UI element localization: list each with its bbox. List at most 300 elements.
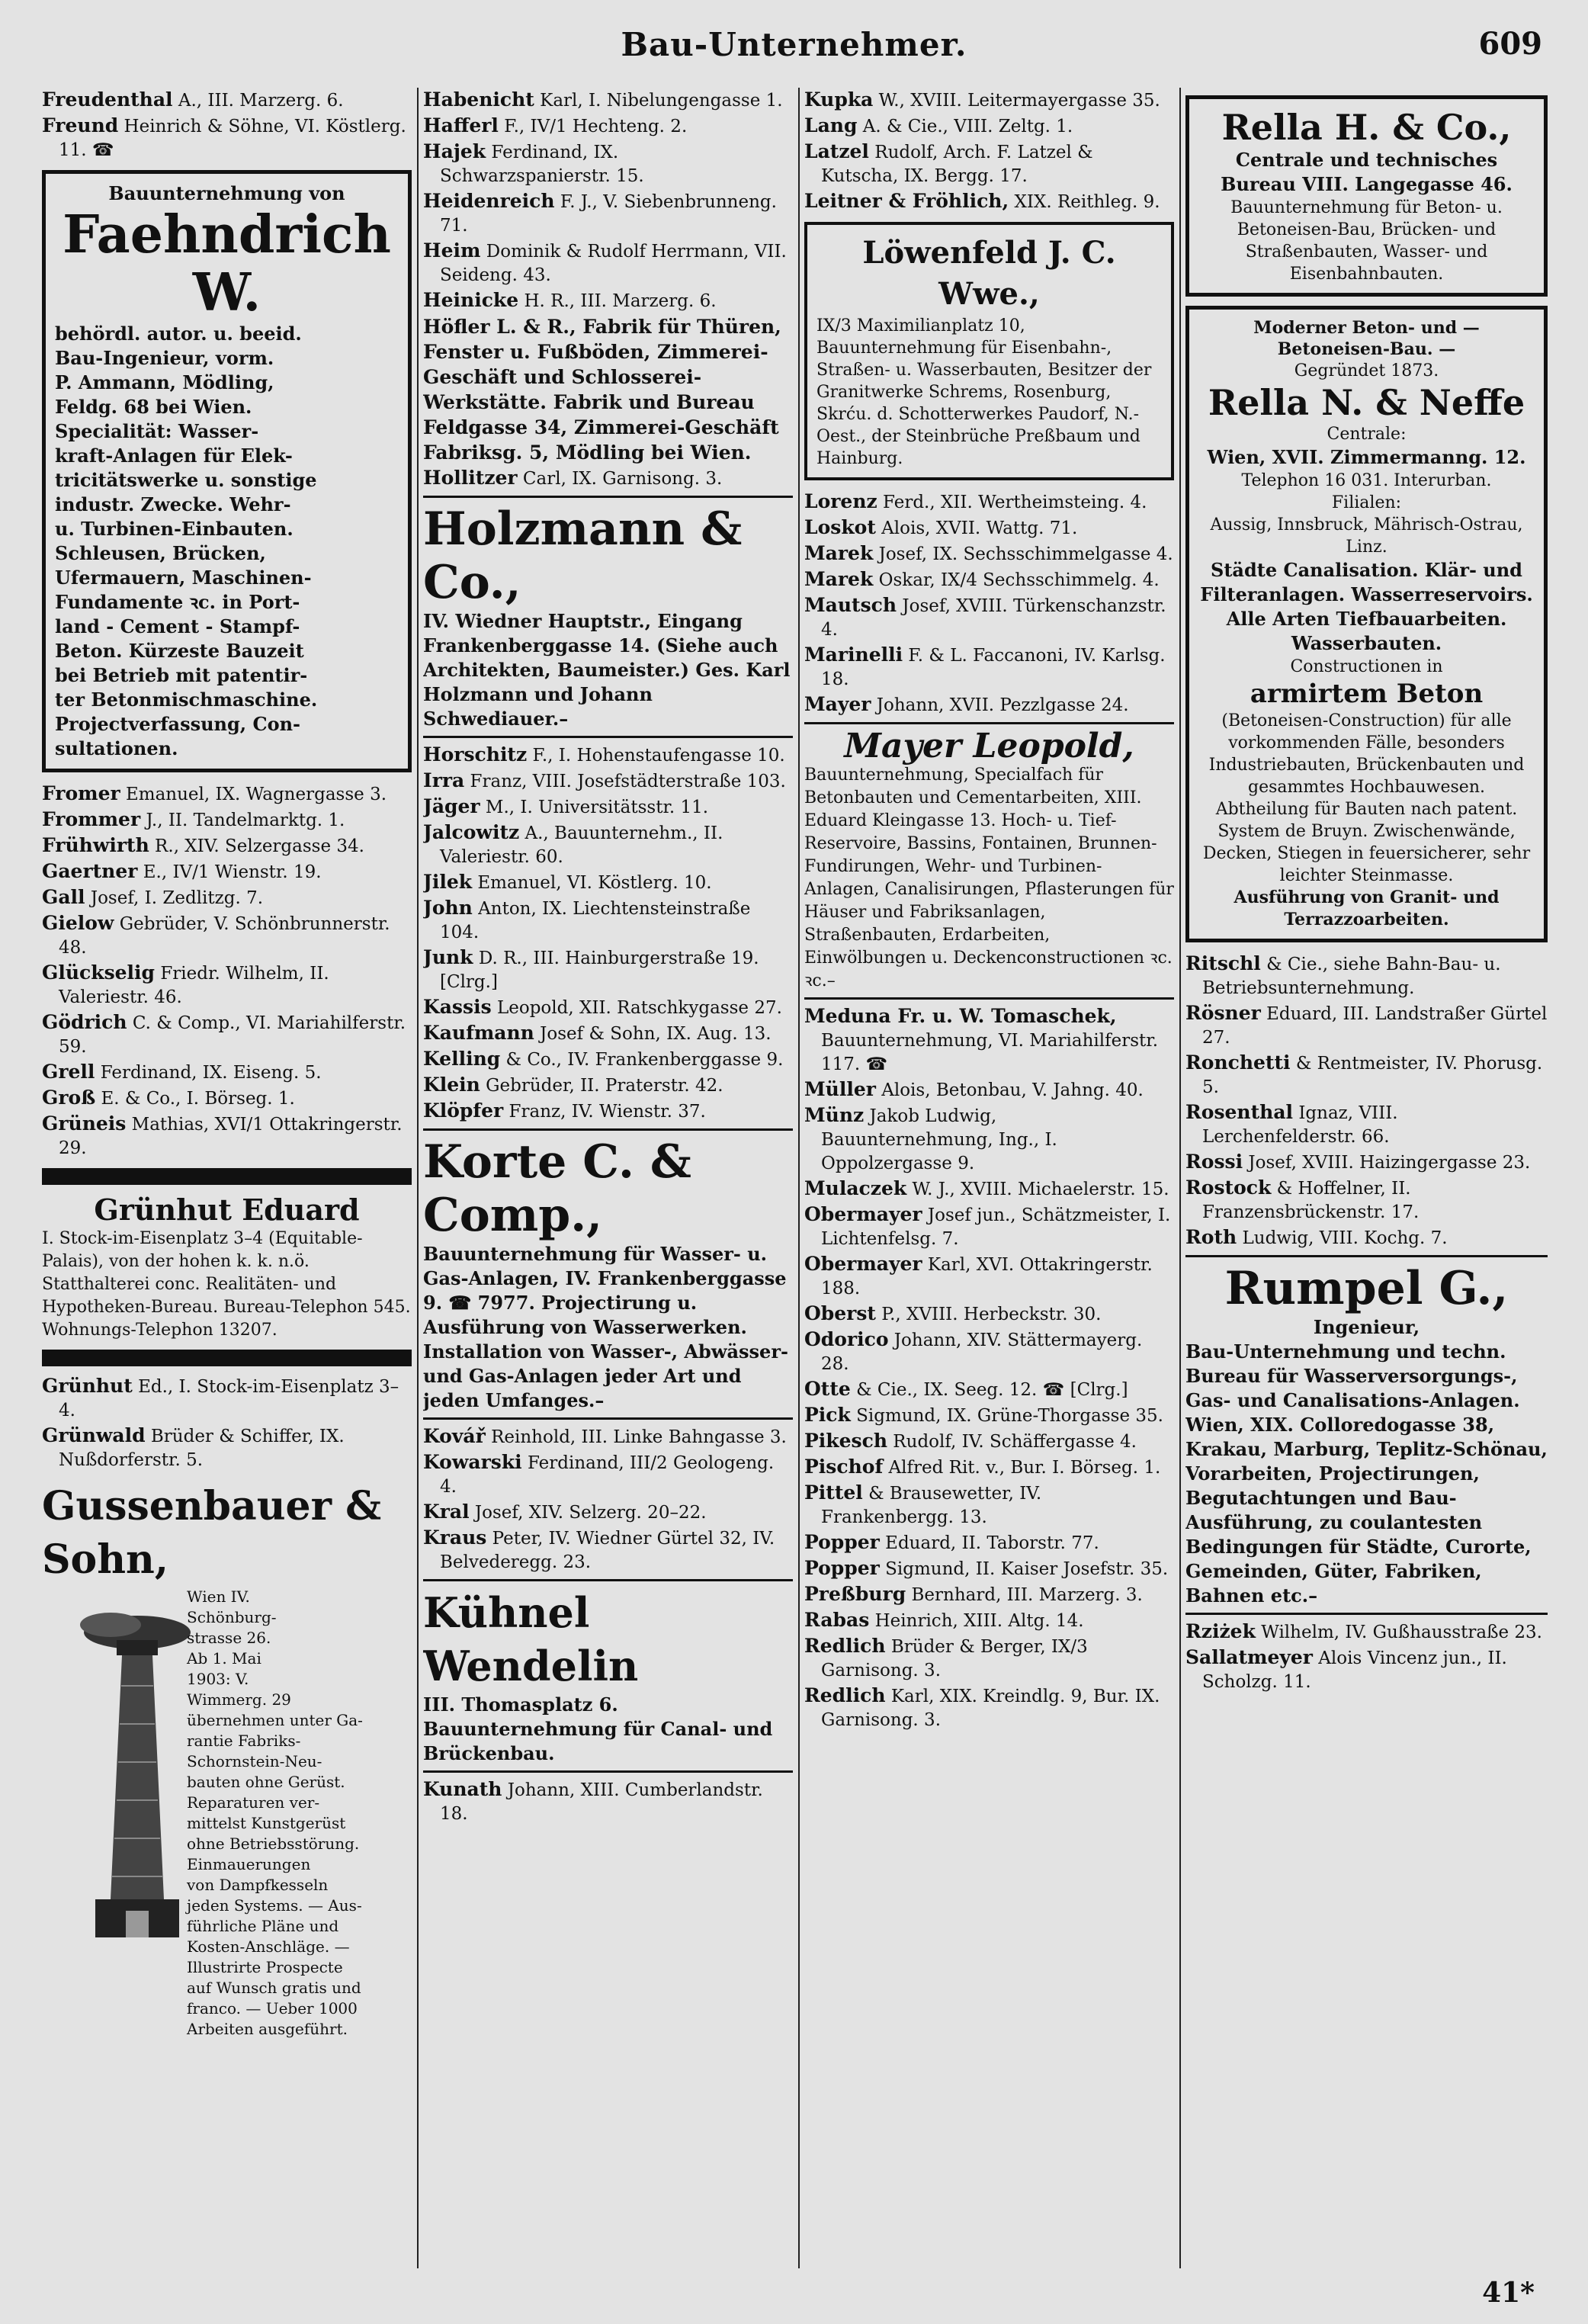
entry-name: Gielow: [42, 912, 114, 934]
list-item: [804, 1634, 1174, 1683]
list-item: [42, 1424, 412, 1472]
ad-faehndrich: [42, 170, 412, 772]
ad-gruenhut: [42, 1192, 412, 1342]
entry-detail: Leopold, XII. Ratschkygasse 27.: [491, 998, 782, 1018]
ad-korte: [423, 1135, 793, 1413]
entry-detail: F., IV/1 Hechteng. 2.: [498, 117, 688, 136]
ad-line: auf Wunsch gratis und: [187, 1979, 361, 1997]
entry-name: Freudenthal: [42, 88, 173, 111]
entry-detail: Reinhold, III. Linke Bahngasse 3.: [485, 1427, 787, 1447]
entry-name: Frühwirth: [42, 834, 149, 856]
list-item: [804, 567, 1174, 592]
list-item: [423, 820, 793, 869]
rule-bar: [42, 1350, 412, 1366]
entry-list: [42, 782, 412, 1160]
ad-line: jeden Systems. — Aus-: [187, 1896, 362, 1915]
ad-name: Rella N. & Neffe: [1208, 382, 1525, 423]
ad-line: Schornstein-Neu-: [187, 1752, 322, 1770]
entry-detail: Emanuel, IX. Wagnergasse 3.: [120, 785, 387, 804]
list-item: [804, 593, 1174, 642]
entry-name: Rösner: [1185, 1002, 1261, 1024]
entry-detail: A., III. Marzerg. 6.: [172, 91, 344, 111]
entry-detail: Peter, IV. Wiedner Gürtel 32, IV. Belvederegg. 23.: [440, 1529, 775, 1572]
list-item: [42, 1010, 412, 1059]
entry-hoefler: Höfler L. & R., Fabrik für Thüren, Fenster u. Fußböden, Zimmerei-Geschäft und Schlosserei-Werkstätte. Fabrik und Bureau Feldgasse 34, Zimmerei-Geschäft Fabriksg. 5, Mödling bei Wien.: [423, 316, 781, 464]
entry-name: Gaertner: [42, 860, 138, 882]
entry-name: Lorenz: [804, 490, 877, 512]
entry-list: [1185, 1619, 1548, 1694]
entry-name: Otte: [804, 1378, 851, 1400]
entry-detail: Mathias, XVI/1 Ottakringerstr. 29.: [59, 1115, 403, 1158]
ad-line: kraft-Anlagen für Elek-: [55, 445, 293, 467]
ad-gussenbauer: [42, 1480, 412, 2038]
list-item: [804, 1377, 1174, 1402]
entry-detail: Alois, Betonbau, V. Jahng. 40.: [875, 1080, 1144, 1100]
entry-detail: Johann, XIII. Cumberlandstr. 18.: [440, 1780, 763, 1824]
entry-name: Rostock: [1185, 1176, 1272, 1199]
divider: [423, 1770, 793, 1773]
entry-name: Mautsch: [804, 594, 897, 616]
ad-line: P. Ammann, Mödling,: [55, 371, 274, 393]
entry-name: Rossi: [1185, 1151, 1243, 1173]
entry-detail: E., IV/1 Wienstr. 19.: [137, 862, 322, 882]
entry-name: Heidenreich: [423, 190, 555, 212]
list-item: [804, 541, 1174, 567]
divider: [804, 722, 1174, 724]
list-item: [42, 911, 412, 960]
divider: [1185, 1613, 1548, 1615]
entry-name: John: [423, 897, 473, 919]
entry-name: Kral: [423, 1501, 470, 1523]
list-item: [423, 239, 793, 287]
list-item: [423, 1500, 793, 1525]
column-4: [1185, 88, 1548, 2268]
list-item: [42, 782, 412, 807]
list-item: [423, 140, 793, 188]
list-item: [423, 1021, 793, 1046]
ad-loewenfeld: [804, 222, 1174, 480]
ad-rella-h: [1185, 95, 1548, 297]
entry-detail: C. & Comp., VI. Mariahilferstr. 59.: [59, 1013, 406, 1057]
entry-detail: Gebrüder, V. Schönbrunnerstr. 48.: [59, 914, 390, 958]
list-item: [804, 1077, 1174, 1103]
ad-line: ter Betonmischmaschine.: [55, 689, 318, 711]
entry-name: Klein: [423, 1074, 480, 1096]
list-item: [804, 490, 1174, 515]
entry-detail: Heinrich & Söhne, VI. Köstlerg. 11. ☎: [59, 117, 406, 160]
list-item: [42, 1086, 412, 1111]
column-1: [42, 88, 412, 2268]
entry-detail: R., XIV. Selzergasse 34.: [149, 836, 364, 856]
ad-sub: Ingenieur,: [1313, 1316, 1420, 1338]
ad-founded: Gegründet 1873.: [1294, 361, 1439, 380]
entry-name: Junk: [423, 946, 473, 968]
list-item: [42, 88, 412, 113]
entry-detail: Josef, XIV. Selzerg. 20–22.: [469, 1503, 707, 1523]
entry-detail: Ed., I. Stock-im-Eisenplatz 3–4.: [59, 1377, 399, 1420]
list-item: [423, 1450, 793, 1499]
ad-abth: Abtheilung für Bauten nach patent. System de Bruyn. Zwischenwände, Decken, Stiegen in feuersicherer, sehr leichter Steinmasse.: [1202, 800, 1531, 885]
list-item: [42, 1060, 412, 1085]
ad-line: ohne Betriebsstörung.: [187, 1834, 360, 1853]
column-divider: [798, 88, 800, 2268]
list-item: [804, 1455, 1174, 1480]
list-item: [423, 1047, 793, 1072]
ad-line: Bau-Ingenieur, vorm.: [55, 347, 274, 369]
entry-detail: Carl, IX. Garnisong. 3.: [517, 469, 723, 489]
entry-detail: W., XVIII. Leitermayergasse 35.: [873, 91, 1160, 111]
list-item: [423, 114, 793, 139]
entry-detail: Josef & Sohn, IX. Aug. 13.: [534, 1024, 772, 1044]
entry-detail: Brüder & Schiffer, IX. Nußdorferstr. 5.: [59, 1427, 345, 1470]
entry-detail: Josef, IX. Sechsschimmelgasse 4.: [873, 544, 1173, 564]
entry-name: Irra: [423, 769, 465, 791]
entry-name: Preßburg: [804, 1583, 906, 1605]
column-3: [804, 88, 1174, 2268]
ad-body: I. Stock-im-Eisenplatz 3–4 (Equitable-Palais), von der hohen k. k. n.ö. Statthalterei conc. Realitäten- und Hypotheken-Bureau. Bureau-Telephon 545. Wohnungs-Telephon 13207.: [42, 1229, 411, 1340]
list-item: [42, 807, 412, 833]
entry-name: Obermayer: [804, 1203, 922, 1225]
list-item: [1185, 1645, 1548, 1694]
entry-name: Roth: [1185, 1226, 1237, 1248]
ad-line: Feldg. 68 bei Wien.: [55, 396, 252, 418]
entry-list: [423, 1424, 793, 1574]
list-item: [804, 1684, 1174, 1732]
list-item: [804, 692, 1174, 717]
entry-name: Pikesch: [804, 1430, 887, 1452]
list-item: [804, 1327, 1174, 1376]
entry-name: Oberst: [804, 1302, 876, 1324]
list-item: [804, 114, 1174, 139]
entry-detail: & Cie., siehe Bahn-Bau- u. Betriebsunternehmung.: [1202, 955, 1501, 998]
entry-detail: J., II. Tandelmarktg. 1.: [140, 811, 345, 830]
entry-name: Jalcowitz: [423, 821, 520, 843]
ad-name: Korte C. & Comp.,: [423, 1135, 691, 1242]
columns: [42, 88, 1548, 2268]
entry-name: Latzel: [804, 140, 869, 162]
divider: [1185, 1255, 1548, 1257]
ad-line: rantie Fabriks-: [187, 1732, 301, 1750]
entry-name: Kunath: [423, 1778, 502, 1800]
list-item: [423, 896, 793, 945]
ad-name: Holzmann & Co.,: [423, 502, 743, 609]
list-item: [423, 1073, 793, 1098]
ad-name: Rella H. & Co.,: [1221, 107, 1512, 148]
column-2: [423, 88, 793, 2268]
list-item: [423, 743, 793, 768]
list-item: [423, 1424, 793, 1449]
entry-detail: Eduard, III. Landstraßer Gürtel 27.: [1202, 1004, 1548, 1048]
entry-detail: Karl, I. Nibelungengasse 1.: [534, 91, 783, 111]
list-item: [804, 140, 1174, 188]
list-item: [423, 288, 793, 313]
list-item: [1185, 1051, 1548, 1099]
entry-list: [42, 88, 412, 162]
ad-line: Fundamente ꝛc. in Port-: [55, 591, 300, 613]
ad-line: übernehmen unter Ga-: [187, 1711, 363, 1729]
list-item: [42, 961, 412, 1010]
ad-body-1: Centrale und technisches Bureau VIII. Langegasse 46.: [1221, 149, 1513, 195]
entry-detail: Josef jun., Schätzmeister, I. Lichtenfelsg. 7.: [821, 1205, 1171, 1249]
entry-name: Grünhut: [42, 1375, 133, 1397]
entry-detail: Josef, I. Zedlitzg. 7.: [85, 888, 264, 908]
entry-name: Mayer: [804, 693, 871, 715]
list-item: [42, 833, 412, 859]
entry-detail: & Co., IV. Frankenberggasse 9.: [500, 1050, 784, 1070]
entry-list: [804, 490, 1174, 717]
list-item: [1185, 1100, 1548, 1149]
list-item: [804, 88, 1174, 113]
list-item: [804, 1176, 1174, 1202]
entry-list: [804, 88, 1174, 214]
entry-detail: F. & L. Faccanoni, IV. Karlsg. 18.: [821, 646, 1166, 689]
divider: [423, 736, 793, 738]
ad-line: Wien IV.: [187, 1587, 250, 1606]
divider: [423, 1579, 793, 1581]
ad-kuehnel: [423, 1586, 793, 1766]
list-item: [804, 1403, 1174, 1428]
entry-name: Frommer: [42, 808, 141, 830]
list-item: [42, 114, 412, 162]
ad-rella-n: [1185, 306, 1548, 942]
list-item: [423, 995, 793, 1020]
ad-line: Ab 1. Mai: [187, 1649, 261, 1668]
ad-body-2: Bauunternehmung für Beton- u. Betoneisen-Bau, Brücken- und Straßenbauten, Wasser- und Eisenbahnbauten.: [1230, 198, 1503, 284]
entry-name: Leitner & Fröhlich,: [804, 190, 1009, 212]
entry-detail: Gebrüder, II. Praterstr. 42.: [480, 1076, 723, 1096]
entry-name: Grünwald: [42, 1424, 146, 1446]
page-number: 609: [1478, 26, 1542, 62]
entry-name: Kassis: [423, 996, 492, 1018]
entry-name: Rziżek: [1185, 1620, 1256, 1642]
entry-detail: Dominik & Rudolf Herrmann, VII. Seideng. 43.: [440, 242, 787, 285]
entry-name: Rabas: [804, 1609, 870, 1631]
list-item: [423, 189, 793, 238]
ad-line: Schleusen, Brücken,: [55, 542, 266, 564]
ad-body: IV. Wiedner Hauptstr., Eingang Frankenberggasse 14. (Siehe auch Architekten, Baumeister.) Ges. Karl Holzmann und Johann Schwediauer.–: [423, 610, 791, 730]
list-item: [423, 1777, 793, 1826]
list-item: [42, 1112, 412, 1160]
rule-bar: [42, 1168, 412, 1185]
entry-name: Münz: [804, 1104, 865, 1126]
entry-name: Gall: [42, 886, 85, 908]
ad-line: Wimmerg. 29: [187, 1690, 291, 1709]
entry-name: Popper: [804, 1557, 880, 1579]
column-divider: [1179, 88, 1181, 2268]
entry-name: Redlich: [804, 1635, 886, 1657]
ad-lines: [187, 1587, 408, 2040]
ad-name: Mayer Leopold,: [844, 727, 1134, 766]
entry-detail: Josef, XVIII. Haizingergasse 23.: [1243, 1153, 1531, 1173]
ad-line: Einmauerungen: [187, 1855, 311, 1873]
list-item: [804, 1302, 1174, 1327]
entry-name: Mulaczek: [804, 1177, 907, 1199]
entry-detail: F. J., V. Siebenbrunneng. 71.: [440, 192, 777, 236]
entry-name: Marinelli: [804, 644, 903, 666]
entry-detail: M., I. Universitätsstr. 11.: [480, 798, 709, 817]
ad-line: von Dampfkesseln: [187, 1876, 329, 1894]
ad-line: bei Betrieb mit patentir-: [55, 664, 308, 686]
entry-list: [1185, 952, 1548, 1250]
ad-filialen: Aussig, Innsbruck, Mährisch-Ostrau, Linz.: [1210, 515, 1523, 557]
entry-list: [423, 88, 793, 313]
list-item: [423, 945, 793, 994]
entry-detail: D. R., III. Hainburgerstraße 19. [Clrg.]: [440, 949, 759, 992]
entry-detail: Josef, XVIII. Türkenschanzstr. 4.: [821, 596, 1166, 640]
list-item: [42, 1374, 412, 1423]
ad-line: mittelst Kunstgerüst: [187, 1814, 346, 1832]
ad-line: Specialität: Wasser-: [55, 420, 259, 442]
ad-name: Gussenbauer & Sohn,: [42, 1483, 382, 1583]
entry-detail: Ferd., XII. Wertheimsteing. 4.: [877, 493, 1147, 512]
entry-detail: Sigmund, II. Kaiser Josefstr. 35.: [879, 1559, 1169, 1579]
entry-detail: Ferdinand, III/2 Geologeng. 4.: [440, 1453, 775, 1497]
list-item: [1185, 1150, 1548, 1175]
list-item: [804, 1429, 1174, 1454]
entry-name: Kaufmann: [423, 1022, 534, 1044]
column-divider: [417, 88, 419, 2268]
entry-name: Klöpfer: [423, 1099, 504, 1122]
entry-detail: Johann, XVII. Pezzlgasse 24.: [871, 695, 1129, 715]
page-title: Bau-Unternehmer.: [621, 26, 967, 63]
entry-detail: & Rentmeister, IV. Phorusg. 5.: [1202, 1054, 1543, 1097]
ad-line: Kosten-Anschläge. —: [187, 1937, 350, 1956]
ad-body: III. Thomasplatz 6. Bauunternehmung für Canal- und Brückenbau.: [423, 1693, 773, 1764]
ad-body: Bauunternehmung, Specialfach für Betonbauten und Cementarbeiten, XIII. Eduard Kleingasse 13. Hoch- u. Tief-Reservoire, Bassins, Fontainen, Brunnen-Fundirungen, Wehr- und Turbinen-Anlagen, Canalisirungen, Pflasterungen für Häuser und Fabriksanlagen, Straßenbauten, Erdarbeiten, Einwölbungen u. Deckenconstructionen ꝛc. ꝛc.–: [804, 766, 1174, 990]
entry-name: Rosenthal: [1185, 1101, 1294, 1123]
entry-list: [42, 1374, 412, 1472]
ad-rumpel: [1185, 1262, 1548, 1608]
list-item: [804, 1202, 1174, 1251]
list-item: [804, 515, 1174, 541]
entry-name: Jilek: [423, 871, 473, 893]
entry-name: Heinicke: [423, 289, 519, 311]
entry-name: Jäger: [423, 795, 480, 817]
entry-detail: Alois Vincenz jun., II. Scholzg. 11.: [1202, 1648, 1507, 1692]
entry-name: Loskot: [804, 516, 876, 538]
entry-name: Kowarski: [423, 1451, 522, 1473]
ad-ausf: Ausführung von Granit- und Terrazzoarbeiten.: [1234, 888, 1500, 929]
entry-name: Fromer: [42, 782, 120, 804]
ad-line: behördl. autor. u. beeid.: [55, 323, 302, 345]
entry-detail: Emanuel, VI. Köstlerg. 10.: [472, 873, 712, 893]
list-item: [1185, 952, 1548, 1000]
ad-illustration: [42, 1587, 412, 2038]
signature-mark: 41*: [1482, 2277, 1535, 2309]
entry-name: Kraus: [423, 1526, 487, 1549]
ad-line: industr. Zwecke. Wehr-: [55, 493, 291, 515]
ad-constr-body: (Betoneisen-Construction) für alle vorkommenden Fälle, besonders Industriebauten, Brückenbauten und gesammtes Hochbauwesen.: [1208, 711, 1525, 797]
list-item: [804, 1103, 1174, 1176]
divider: [804, 997, 1174, 1000]
entry-detail: Ferdinand, IX. Schwarzspanierstr. 15.: [440, 143, 644, 186]
entry-list: [804, 1004, 1174, 1732]
entry-detail: H. R., III. Marzerg. 6.: [518, 291, 717, 311]
entry-detail: Sigmund, IX. Grüne-Thorgasse 35.: [850, 1406, 1163, 1426]
entry-detail: Bernhard, III. Marzerg. 3.: [906, 1585, 1143, 1605]
entry-name: Obermayer: [804, 1253, 922, 1275]
entry-list: [423, 1777, 793, 1826]
entry-detail: Anton, IX. Liechtensteinstraße 104.: [440, 899, 751, 942]
entry-detail: E. & Co., I. Börseg. 1.: [95, 1089, 295, 1109]
list-item: [804, 189, 1174, 214]
divider: [423, 496, 793, 498]
list-item: [804, 1608, 1174, 1633]
ad-body: Bauunternehmung für Wasser- u. Gas-Anlagen, IV. Frankenberggasse 9. ☎ 7977. Projectirung u. Ausführung von Wasserwerken. Installation von Wasser-, Abwässer- und Gas-Anlagen jeder Art und jeden Umfanges.–: [423, 1243, 788, 1411]
ad-line: Arbeiten ausgeführt.: [187, 2020, 348, 2038]
entry-detail: Ferdinand, IX. Eiseng. 5.: [95, 1063, 322, 1083]
entry-name: Heim: [423, 239, 481, 262]
list-item: [804, 1004, 1174, 1077]
ad-name: Kühnel Wendelin: [423, 1588, 639, 1690]
ad-line: führliche Pläne und: [187, 1917, 339, 1935]
entry-detail: W. J., XVIII. Michaelerstr. 15.: [906, 1180, 1169, 1199]
ad-line: tricitätswerke u. sonstige: [55, 469, 317, 491]
list-item: [423, 88, 793, 113]
list-item: [1185, 1619, 1548, 1645]
entry-name: Kelling: [423, 1048, 501, 1070]
divider: [423, 1417, 793, 1420]
entry-detail: Franz, VIII. Josefstädterstraße 103.: [464, 772, 786, 791]
ad-filialen-label: Filialen:: [1331, 493, 1402, 512]
list-item: [804, 1582, 1174, 1607]
list-item: [423, 769, 793, 794]
entry-name: Grell: [42, 1061, 95, 1083]
entry-detail: & Hoffelner, II. Franzensbrückenstr. 17.: [1202, 1179, 1420, 1222]
entry-detail: A. & Cie., VIII. Zeltg. 1.: [857, 117, 1073, 136]
entry-detail: & Brausewetter, IV. Frankenbergg. 13.: [821, 1484, 1042, 1527]
entry-detail: Bauunternehmung, VI. Mariahilferstr. 117. ☎: [821, 1031, 1159, 1074]
entry-detail: Heinrich, XIII. Altg. 14.: [869, 1611, 1084, 1631]
entry-name: Horschitz: [423, 743, 528, 766]
ad-name: Löwenfeld J. C. Wwe.,: [862, 235, 1116, 312]
ad-line: Projectverfassung, Con-: [55, 713, 301, 735]
ad-constr-label: Constructionen in: [1290, 657, 1443, 676]
entry-name: Pittel: [804, 1481, 863, 1504]
list-item: [42, 859, 412, 884]
entry-detail: Alfred Rit. v., Bur. I. Börseg. 1.: [883, 1458, 1161, 1478]
ad-name: Rumpel G.,: [1224, 1262, 1509, 1315]
ad-centrale: Wien, XVII. Zimmermanng. 12.: [1207, 446, 1526, 468]
ad-line: Ufermauern, Maschinen-: [55, 567, 312, 589]
entry-name: Hafferl: [423, 114, 499, 136]
entry-detail: Rudolf, IV. Schäffergasse 4.: [887, 1432, 1137, 1452]
divider: [423, 1128, 793, 1131]
entry-name: Marek: [804, 542, 874, 564]
ad-line: 1903: V.: [187, 1670, 249, 1688]
entry-name: Pischof: [804, 1456, 884, 1478]
ad-body: IX/3 Maximilianplatz 10, Bauunternehmung für Eisenbahn-, Straßen- u. Wasserbauten, Besitzer der Granitwerke Schrems, Rosenburg, Skrću. d. Schotterwerkes Paudorf, N.-Oest., der Steinbrüche Preßbaum und Hainburg.: [816, 316, 1152, 468]
ad-line: Illustrirte Prospecte: [187, 1958, 343, 1976]
entry-detail: Oskar, IX/4 Sechsschimmelg. 4.: [873, 570, 1160, 590]
ad-name: Faehndrich W.: [63, 204, 391, 323]
entry-name: Gödrich: [42, 1011, 127, 1033]
entry-detail: Rudolf, Arch. F. Latzel & Kutscha, IX. Bergg. 17.: [821, 143, 1093, 186]
entry-detail: Friedr. Wilhelm, II. Valeriestr. 46.: [59, 964, 329, 1007]
entry-name: Hajek: [423, 140, 486, 162]
ad-line: Reparaturen ver-: [187, 1793, 320, 1812]
entry-detail: & Cie., IX. Seeg. 12. ☎ [Clrg.]: [850, 1380, 1128, 1400]
page-header: [30, 26, 1558, 79]
entry-detail: Eduard, II. Taborstr. 77.: [879, 1533, 1099, 1553]
entry-name: Glückselig: [42, 961, 156, 984]
entry-detail: F., I. Hohenstaufengasse 10.: [527, 746, 785, 766]
entry-detail: A., Bauunternehm., II. Valeriestr. 60.: [440, 823, 723, 867]
ad-top: Moderner Beton- und — Betoneisen-Bau. —: [1253, 318, 1480, 359]
entry-detail: Ludwig, VIII. Kochg. 7.: [1237, 1228, 1448, 1248]
ad-lines: [55, 322, 399, 761]
ad-mayer: [804, 729, 1174, 993]
